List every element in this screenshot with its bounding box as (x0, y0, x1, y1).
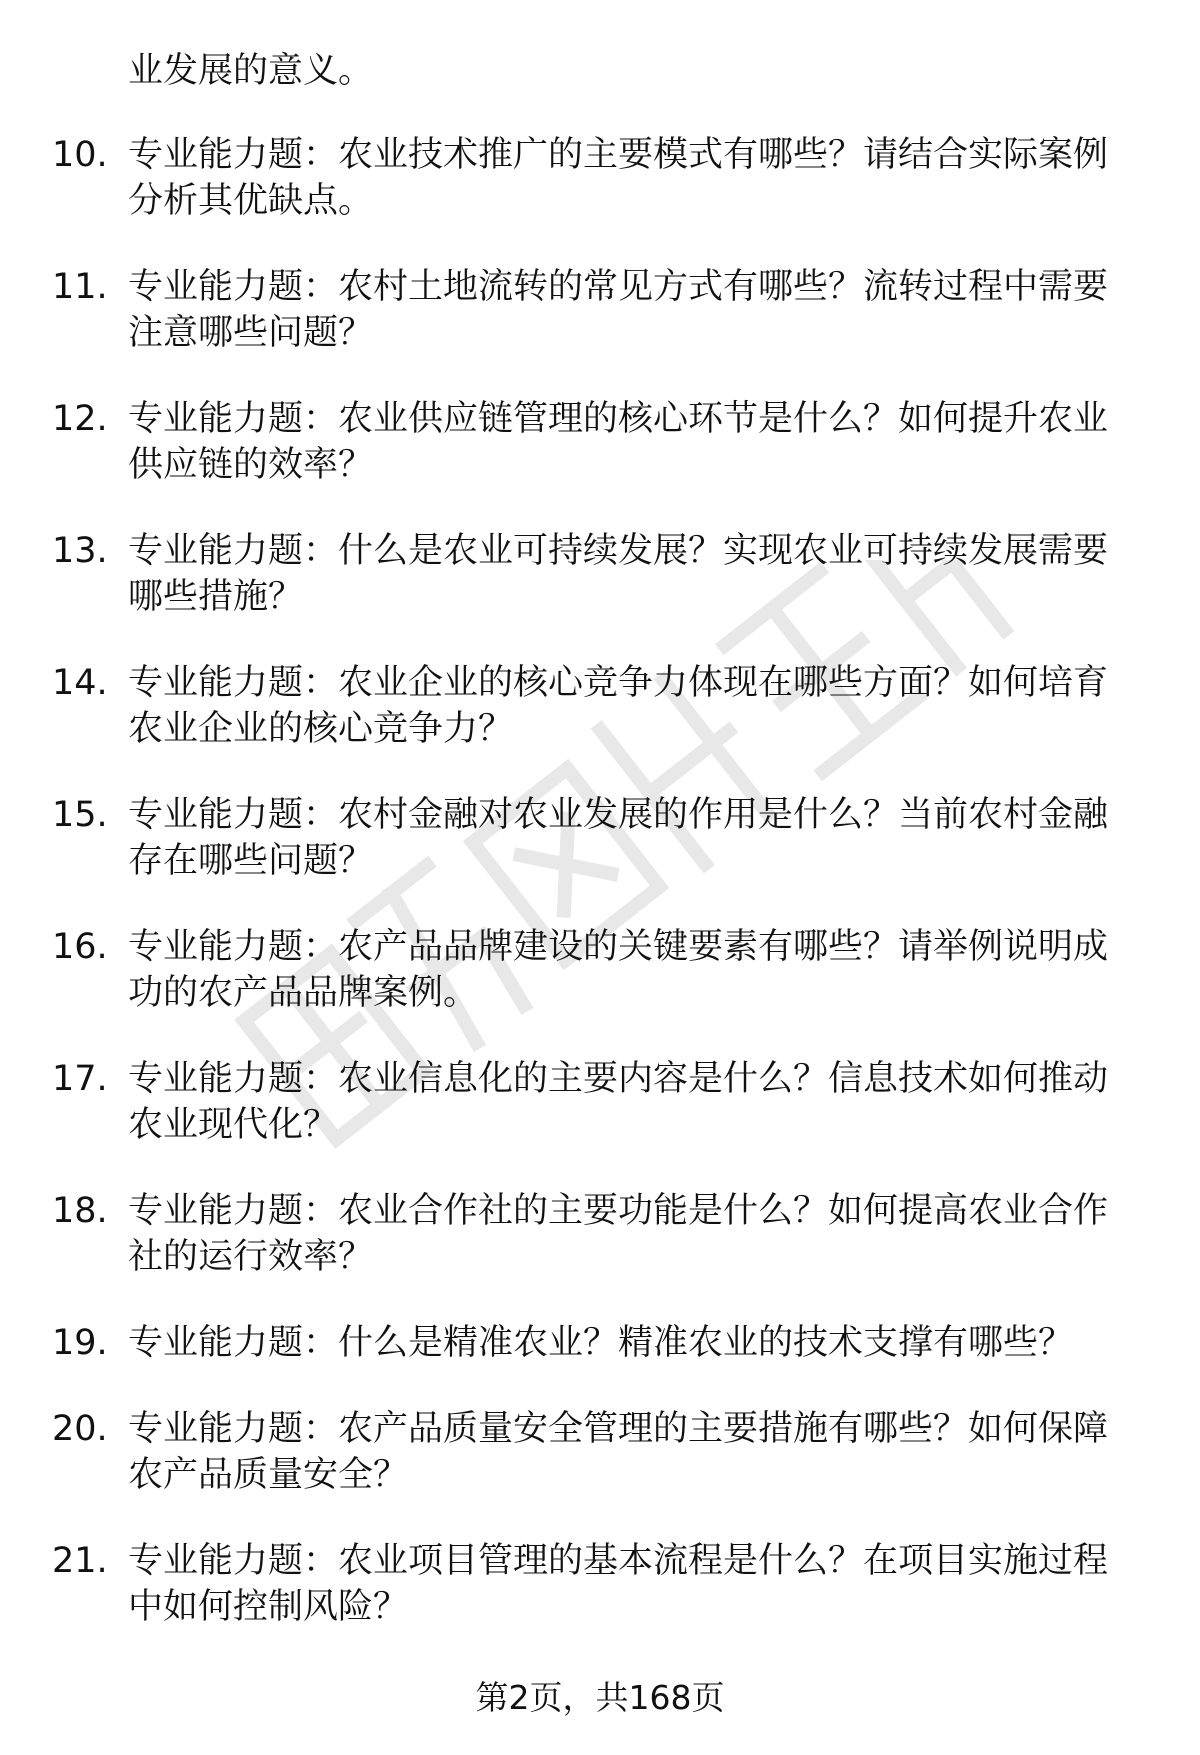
question-line: 专业能力题：什么是精准农业？精准农业的技术支撑有哪些？ (128, 1323, 1074, 1363)
question-line: 专业能力题：农业项目管理的基本流程是什么？在项目实施过程 (128, 1541, 1109, 1581)
question-line: 注意哪些问题？ (128, 313, 374, 353)
question-line: 专业能力题：农产品品牌建设的关键要素有哪些？请举例说明成 (128, 927, 1109, 967)
list-item (0, 1320, 1200, 1366)
question-list (0, 132, 1200, 1630)
question-line: 存在哪些问题？ (128, 841, 374, 881)
question-number: 18. (52, 1191, 108, 1231)
list-item (0, 264, 1200, 356)
list-item (0, 1538, 1200, 1630)
list-item (0, 396, 1200, 488)
question-text (128, 264, 1138, 356)
question-number: 20. (52, 1409, 108, 1449)
question-line: 专业能力题：农村金融对农业发展的作用是什么？当前农村金融 (128, 795, 1109, 835)
question-number: 15. (52, 795, 108, 835)
list-item (0, 132, 1200, 224)
list-item (0, 792, 1200, 884)
question-number: 16. (52, 927, 108, 967)
list-item (0, 924, 1200, 1016)
question-line: 专业能力题：农业信息化的主要内容是什么？信息技术如何推动 (128, 1059, 1109, 1099)
question-line: 专业能力题：农村土地流转的常见方式有哪些？流转过程中需要 (128, 267, 1109, 307)
question-line: 专业能力题：农业供应链管理的核心环节是什么？如何提升农业 (128, 399, 1109, 439)
continuation-line: 业发展的意义。 (128, 51, 374, 91)
question-text (128, 132, 1138, 224)
question-number: 11. (52, 267, 108, 307)
question-text (128, 1406, 1138, 1498)
list-item (0, 660, 1200, 752)
question-number: 13. (52, 531, 108, 571)
question-text (128, 528, 1138, 620)
question-number: 17. (52, 1059, 108, 1099)
question-text (128, 396, 1138, 488)
question-line: 哪些措施？ (128, 577, 304, 617)
question-text (128, 1056, 1138, 1148)
question-line: 中如何控制风险？ (128, 1587, 409, 1627)
question-line: 农业企业的核心竞争力？ (128, 709, 514, 749)
question-line: 农产品质量安全？ (128, 1455, 409, 1495)
list-item (0, 1188, 1200, 1280)
question-line: 专业能力题：什么是农业可持续发展？实现农业可持续发展需要 (128, 531, 1109, 571)
question-number: 14. (52, 663, 108, 703)
list-item (0, 1056, 1200, 1148)
list-item (0, 528, 1200, 620)
question-text (128, 1320, 1138, 1366)
question-text (128, 660, 1138, 752)
question-text (128, 792, 1138, 884)
page-footer: 第2页，共168页 (475, 1678, 725, 1717)
question-line: 功的农产品品牌案例。 (128, 973, 479, 1013)
question-number: 19. (52, 1323, 108, 1363)
question-line: 社的运行效率？ (128, 1237, 374, 1277)
document-content (0, 48, 1200, 1670)
question-line: 农业现代化？ (128, 1105, 339, 1145)
question-number: 12. (52, 399, 108, 439)
question-line: 分析其优缺点。 (128, 181, 374, 221)
question-line: 供应链的效率？ (128, 445, 374, 485)
question-text (128, 1188, 1138, 1280)
question-line: 专业能力题：农产品质量安全管理的主要措施有哪些？如何保障 (128, 1409, 1109, 1449)
question-text (128, 1538, 1138, 1630)
question-line: 专业能力题：农业企业的核心竞争力体现在哪些方面？如何培育 (128, 663, 1109, 703)
question-number: 10. (52, 135, 108, 175)
question-line: 专业能力题：农业技术推广的主要模式有哪些？请结合实际案例 (128, 135, 1109, 175)
question-line: 专业能力题：农业合作社的主要功能是什么？如何提高农业合作 (128, 1191, 1109, 1231)
list-item (0, 1406, 1200, 1498)
question-number: 21. (52, 1541, 108, 1581)
question-text (128, 924, 1138, 1016)
